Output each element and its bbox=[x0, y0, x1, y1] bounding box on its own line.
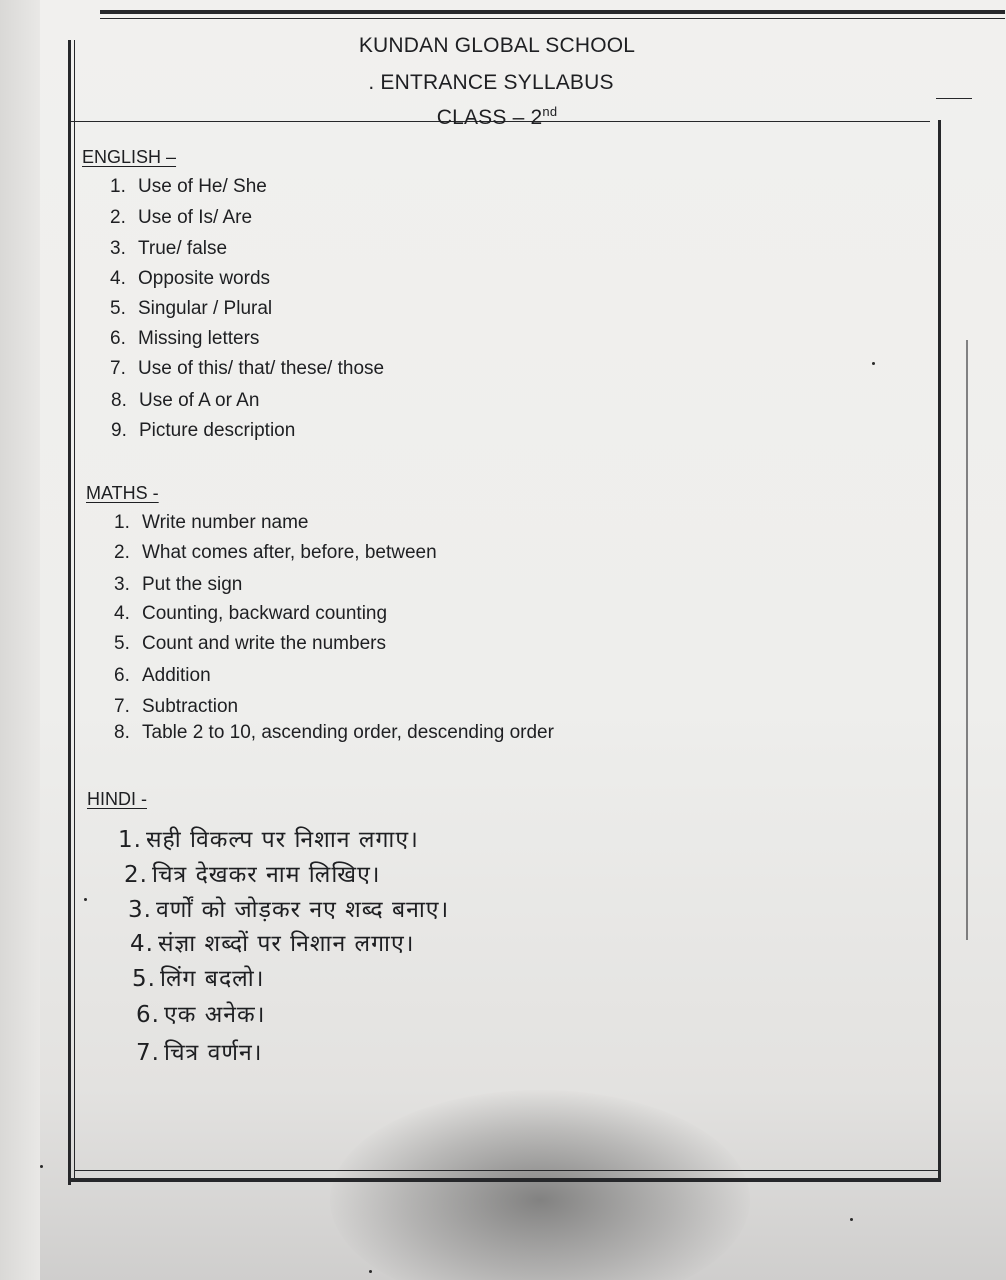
school-name: KUNDAN GLOBAL SCHOOL bbox=[358, 34, 636, 57]
maths-item: 7. Subtraction bbox=[114, 696, 239, 717]
left-border-inner bbox=[74, 40, 75, 1180]
right-border bbox=[938, 120, 941, 1182]
dust-speck bbox=[40, 1165, 43, 1168]
bottom-border-inner bbox=[74, 1170, 940, 1171]
paper-left-edge bbox=[0, 0, 40, 1280]
class-label: CLASS – 2 bbox=[436, 106, 543, 129]
maths-item: 4. Counting, backward counting bbox=[114, 603, 388, 624]
dust-speck bbox=[850, 1218, 853, 1221]
maths-item: 3. Put the sign bbox=[114, 574, 243, 595]
maths-heading: MATHS - bbox=[86, 483, 159, 503]
hindi-item: 4. संज्ञा शब्दों पर निशान लगाए। bbox=[130, 931, 415, 957]
top-border bbox=[100, 10, 1005, 14]
hindi-item: 1. सही विकल्प पर निशान लगाए। bbox=[118, 827, 419, 853]
class-title bbox=[0, 104, 1000, 130]
syllabus-title: . ENTRANCE SYLLABUS bbox=[368, 71, 614, 94]
english-item: 8. Use of A or An bbox=[111, 390, 260, 411]
english-item: 4. Opposite words bbox=[110, 268, 271, 289]
stray-mark bbox=[936, 98, 972, 99]
top-border-inner bbox=[100, 18, 1005, 19]
english-item: 6. Missing letters bbox=[110, 328, 260, 349]
hindi-item: 3. वर्णों को जोड़कर नए शब्द बनाए। bbox=[128, 897, 450, 923]
english-item: 7. Use of this/ that/ these/ those bbox=[110, 358, 385, 379]
maths-item: 5. Count and write the numbers bbox=[114, 633, 386, 654]
hindi-item: 7. चित्र वर्णन। bbox=[136, 1040, 263, 1066]
english-item: 2. Use of Is/ Are bbox=[110, 207, 253, 228]
hindi-item: 2. चित्र देखकर नाम लिखिए। bbox=[124, 862, 381, 888]
bottom-border bbox=[68, 1178, 940, 1182]
english-item: 9. Picture description bbox=[111, 420, 296, 441]
english-heading: ENGLISH – bbox=[82, 147, 177, 167]
maths-item: 8. Table 2 to 10, ascending order, descending order bbox=[114, 722, 554, 743]
dust-speck bbox=[369, 1270, 372, 1273]
class-superscript: nd bbox=[542, 104, 558, 119]
maths-item: 6. Addition bbox=[114, 665, 211, 686]
dust-speck bbox=[84, 898, 87, 901]
left-border bbox=[68, 40, 71, 1185]
hindi-item: 6. एक अनेक। bbox=[136, 1002, 266, 1028]
english-item: 1. Use of He/ She bbox=[110, 176, 267, 197]
english-item: 5. Singular / Plural bbox=[110, 298, 273, 319]
hindi-item: 5. लिंग बदलो। bbox=[132, 966, 265, 992]
right-border-shadow bbox=[966, 340, 968, 940]
maths-item: 1. Write number name bbox=[114, 512, 309, 533]
hindi-heading: HINDI - bbox=[87, 789, 147, 809]
english-item: 3. True/ false bbox=[110, 238, 228, 259]
photo-shadow bbox=[330, 1090, 750, 1280]
dust-speck bbox=[872, 362, 875, 365]
maths-item: 2. What comes after, before, between bbox=[114, 542, 437, 563]
